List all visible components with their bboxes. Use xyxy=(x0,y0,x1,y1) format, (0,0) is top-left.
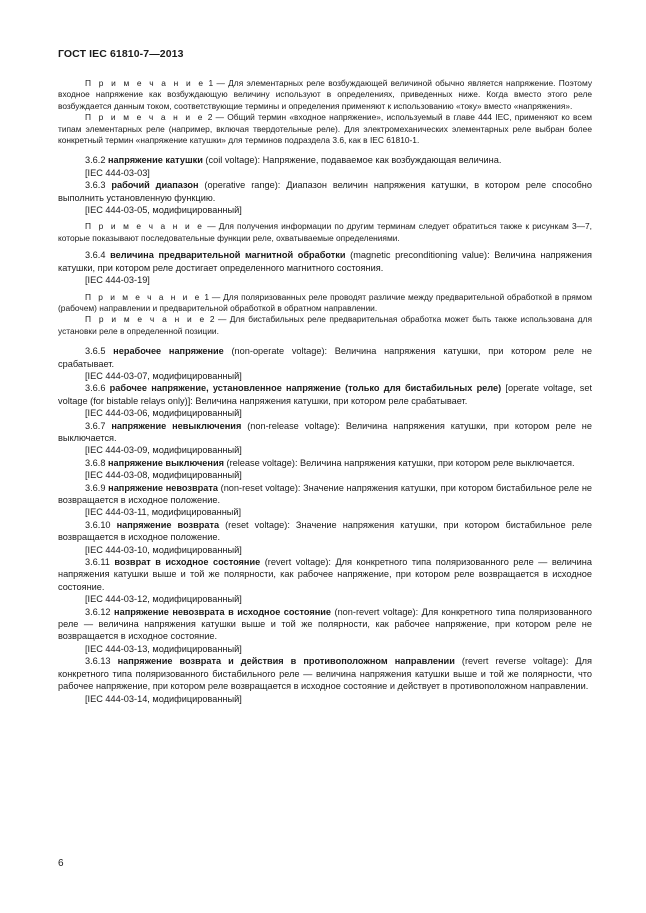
clause-3-6-13: 3.6.13 напряжение возврата и действия в противоположном направлении (revert reverse voltage): Для конкретного типа поляризованного бистабильного реле — величина напряжения катушки выше и той же полярности, что рабочее напряжение, при котором реле возвращается в исходное состояние и действует в противоположном направлении. xyxy=(58,656,592,692)
reference-3-6-8: [IEC 444-03-08, модифицированный] xyxy=(85,470,242,481)
note-2: П р и м е ч а н и е 2 — Общий термин «входное напряжение», используемый в главе 444 IEC, применяют ко всем типам элементарных реле (например, включая твердотельные реле). Для электромеханических элементарных реле выбран более конкретный термин «напряжение катушки» для терминов подраздела 3.6, как в IEC 61810-1. xyxy=(58,112,592,146)
reference-3-6-13: [IEC 444-03-14, модифицированный] xyxy=(85,693,242,704)
clause-3-6-2: 3.6.2 напряжение катушки (coil voltage): Напряжение, подаваемое как возбуждающая величина. xyxy=(85,155,502,166)
reference-3-6-9: [IEC 444-03-11, модифицированный] xyxy=(85,507,242,518)
clause-3-6-12: 3.6.12 напряжение невозврата в исходное состояние (non-revert voltage): Для конкретного типа поляризованного реле — величина напряжения катушки выше и той же полярности, как рабочее напряжение, при котором реле не возвращается в исходное состояние. xyxy=(58,606,592,642)
note-3-6-4-1: П р и м е ч а н и е 1 — Для поляризованных реле проводят различие между предварительной обработкой в прямом (рабочем) направлении и предварительной обработкой в обратном направлении. xyxy=(58,291,592,313)
page-content xyxy=(58,78,592,705)
reference-3-6-5: [IEC 444-03-07, модифицированный] xyxy=(85,370,242,381)
reference-3-6-11: [IEC 444-03-12, модифицированный] xyxy=(85,594,242,605)
note-3-6-3: П р и м е ч а н и е — Для получения информации по другим терминам следует обратиться также к рисункам 3—7, которые показывают последовательные функции реле, охватываемые определениями. xyxy=(58,221,592,243)
clause-3-6-7: 3.6.7 напряжение невыключения (non-release voltage): Величина напряжения катушки, при котором реле не выключается. xyxy=(58,420,592,443)
reference-3-6-4: [IEC 444-03-19] xyxy=(85,275,150,286)
clause-3-6-8: 3.6.8 напряжение выключения (release voltage): Величина напряжения катушки, при котором реле выключается. xyxy=(85,457,575,468)
reference-3-6-3: [IEC 444-03-05, модифицированный] xyxy=(85,205,242,216)
clause-3-6-11: 3.6.11 возврат в исходное состояние (revert voltage): Для конкретного типа поляризованного реле — величина напряжения катушки выше и той же полярности, как рабочее напряжение, при котором реле возвращается в исходное состояние. xyxy=(58,557,592,592)
reference-3-6-6: [IEC 444-03-06, модифицированный] xyxy=(85,408,242,419)
reference-3-6-2: [IEC 444-03-03] xyxy=(85,167,150,178)
page-number: 6 xyxy=(58,858,64,869)
clause-3-6-10: 3.6.10 напряжение возврата (reset voltage): Значение напряжения катушки, при котором бистабильное реле возвращается в исходное положение. xyxy=(58,519,592,543)
note-1: П р и м е ч а н и е 1 — Для элементарных реле возбуждающей величиной обычно является напряжение. Поэтому входное напряжение как возбуждающую величину используют в определениях, приведенных ниже. Когда вместо этого реле возбуждается данным током, соответствующие термины и определения применяют к использованию «току» вместо «напряжения». xyxy=(58,78,593,111)
document-header: ГОСТ IEC 61810-7—2013 xyxy=(58,48,184,60)
clause-3-6-5: 3.6.5 нерабочее напряжение (non-operate voltage): Величина напряжения катушки, при котором реле не срабатывает. xyxy=(58,346,592,369)
clause-3-6-3: 3.6.3 рабочий диапазон (operative range): Диапазон величин напряжения катушки, в котором реле способно выполнить установленную функцию. xyxy=(58,180,592,203)
clause-3-6-6: 3.6.6 рабочее напряжение, установленное напряжение (только для бистабильных реле) [operate voltage, set voltage (for bistable relays only)]: Величина напряжения катушки, при котором реле срабатывает. xyxy=(58,383,593,406)
reference-3-6-7: [IEC 444-03-09, модифицированный] xyxy=(85,445,242,456)
note-3-6-4-2: П р и м е ч а н и е 2 — Для бистабильных реле предварительная обработка может быть также использована для установки реле в определенной позиции. xyxy=(58,314,592,336)
reference-3-6-10: [IEC 444-03-10, модифицированный] xyxy=(85,544,242,555)
clause-3-6-9: 3.6.9 напряжение невозврата (non-reset voltage): Значение напряжения катушки, при котором бистабильное реле не возвращается в исходное положение. xyxy=(58,482,592,505)
reference-3-6-12: [IEC 444-03-13, модифицированный] xyxy=(85,643,242,654)
clause-3-6-4: 3.6.4 величина предварительной магнитной обработки (magnetic preconditioning value): Величина напряжения катушки, при котором реле достигает определенного магнитного состояния. xyxy=(58,250,592,273)
